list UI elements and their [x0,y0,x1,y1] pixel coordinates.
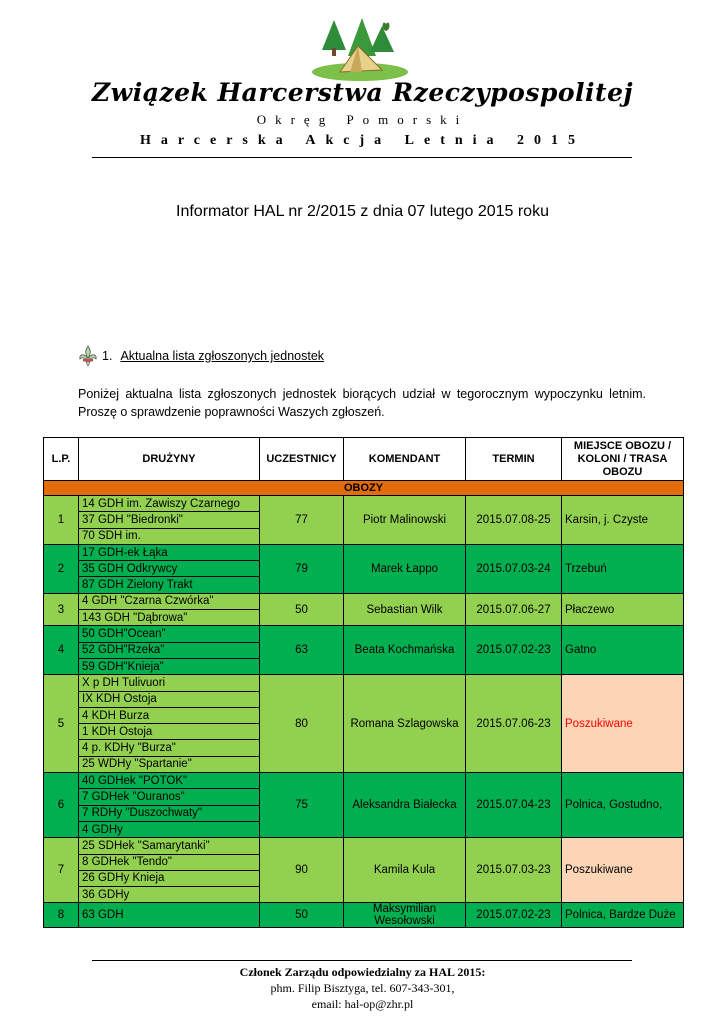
cell-team: 4 GDHy [79,821,260,837]
action-title: Harcerska Akcja Letnia 2015 [139,133,586,148]
table-row [44,593,684,609]
cell-commander: Sebastian Wilk [344,593,466,626]
cell-team: 87 GDH Zielony Trakt [79,577,260,593]
cell-team: IX KDH Ostoja [79,691,260,707]
cell-commander: Piotr Malinowski [344,496,466,545]
cell-place: Poszukiwane [562,838,684,903]
cell-team: 26 GDHy Knieja [79,870,260,886]
cell-place: Płaczewo [562,593,684,626]
cell-lp: 1 [44,496,79,545]
region-name: Okręg Pomorski [256,112,469,127]
tent-trees-logo-icon [300,12,420,84]
cell-commander: Maksymilian Wesołowski [344,903,466,928]
cell-term: 2015.07.02-23 [466,903,562,928]
footer-contact-email: email: hal-op@zhr.pl [311,997,414,1011]
cell-term: 2015.07.06-23 [466,675,562,773]
cell-place: Polnica, Gostudno, [562,773,684,838]
cell-participants: 50 [260,903,344,928]
cell-term: 2015.07.04-23 [466,773,562,838]
intro-paragraph: Poniżej aktualna lista zgłoszonych jednostek biorących udział w tegorocznym wypoczynku letnim. Proszę o sprawdzenie poprawności Waszych zgłoszeń. [78,387,646,419]
cell-team: 36 GDHy [79,887,260,903]
footer-responsible: Członek Zarządu odpowiedzialny za HAL 2015: [239,965,486,979]
cell-place: Trzebuń [562,544,684,593]
category-band: OBOZY [44,481,684,496]
cell-participants: 50 [260,593,344,626]
table-row [44,838,684,854]
cell-place: Polnica, Bardze Duże [562,903,684,928]
cell-place: Poszukiwane [562,675,684,773]
cell-commander: Romana Szlagowska [344,675,466,773]
cell-commander: Kamila Kula [344,838,466,903]
section-number: 1. [102,349,113,363]
cell-team: 4 GDH "Czarna Czwórka" [79,593,260,609]
cell-place: Karsin, j. Czyste [562,496,684,545]
cell-team: 4 KDH Burza [79,707,260,723]
cell-team: 70 SDH im. [79,528,260,544]
cell-team: 4 p. KDHy "Burza" [79,740,260,756]
table-row [44,903,684,928]
cell-participants: 79 [260,544,344,593]
cell-lp: 2 [44,544,79,593]
cell-team: 35 GDH Odkrywcy [79,561,260,577]
cell-team: 7 RDHy "Duszochwaty" [79,805,260,821]
cell-participants: 75 [260,773,344,838]
header-teams: DRUŻYNY [79,438,260,481]
cell-lp: 4 [44,626,79,675]
cell-term: 2015.07.03-23 [466,838,562,903]
footer-contact-phone: phm. Filip Bisztyga, tel. 607-343-301, [270,981,455,995]
category-band-row [44,481,684,496]
cell-participants: 77 [260,496,344,545]
teams-table [43,437,684,928]
header-commander: KOMENDANT [344,438,466,481]
cell-team: 40 GDHek "POTOK" [79,773,260,789]
cell-team: 7 GDHek "Ouranos" [79,789,260,805]
cell-term: 2015.07.06-27 [466,593,562,626]
cell-lp: 5 [44,675,79,773]
header-participants: UCZESTNICY [260,438,344,481]
cell-lp: 6 [44,773,79,838]
cell-term: 2015.07.03-24 [466,544,562,593]
cell-participants: 63 [260,626,344,675]
table-row [44,675,684,691]
cell-participants: 90 [260,838,344,903]
scout-fleur-de-lis-icon [77,345,99,367]
cell-team: 14 GDH im. Zawiszy Czarnego [79,496,260,512]
cell-team: 143 GDH "Dąbrowa" [79,610,260,626]
table-row [44,544,684,560]
cell-lp: 7 [44,838,79,903]
cell-team: X p DH Tulivuori [79,675,260,691]
cell-team: 50 GDH"Ocean" [79,626,260,642]
cell-team: 59 GDH"Knieja" [79,658,260,674]
document-title: Informator HAL nr 2/2015 z dnia 07 lutego 2015 roku [176,203,549,220]
header-lp: L.P. [44,438,79,481]
cell-term: 2015.07.02-23 [466,626,562,675]
cell-team: 17 GDH-ek Łąka [79,544,260,560]
header-place: MIEJSCE OBOZU / KOLONI / TRASA OBOZU [562,438,684,481]
cell-participants: 80 [260,675,344,773]
cell-lp: 3 [44,593,79,626]
cell-team: 25 WDHy "Spartanie" [79,756,260,772]
footer-divider [92,960,632,961]
table-row [44,773,684,789]
table-row [44,626,684,642]
cell-team: 25 SDHek "Samarytanki" [79,838,260,854]
cell-commander: Aleksandra Białecka [344,773,466,838]
cell-team: 1 KDH Ostoja [79,724,260,740]
cell-place: Gatno [562,626,684,675]
cell-term: 2015.07.08-25 [466,496,562,545]
organization-name: Związek Harcerstwa Rzeczypospolitej [91,78,634,107]
cell-commander: Marek Łappo [344,544,466,593]
table-header-row [44,438,684,481]
cell-lp: 8 [44,903,79,928]
table-row [44,496,684,512]
cell-team: 63 GDH [79,903,260,928]
cell-team: 8 GDHek "Tendo" [79,854,260,870]
section-title: Aktualna lista zgłoszonych jednostek [120,349,325,363]
header-term: TERMIN [466,438,562,481]
section-heading [77,345,324,367]
header-divider [92,157,632,158]
cell-commander: Beata Kochmańska [344,626,466,675]
cell-team: 52 GDH"Rzeka" [79,642,260,658]
cell-team: 37 GDH "Biedronki" [79,512,260,528]
